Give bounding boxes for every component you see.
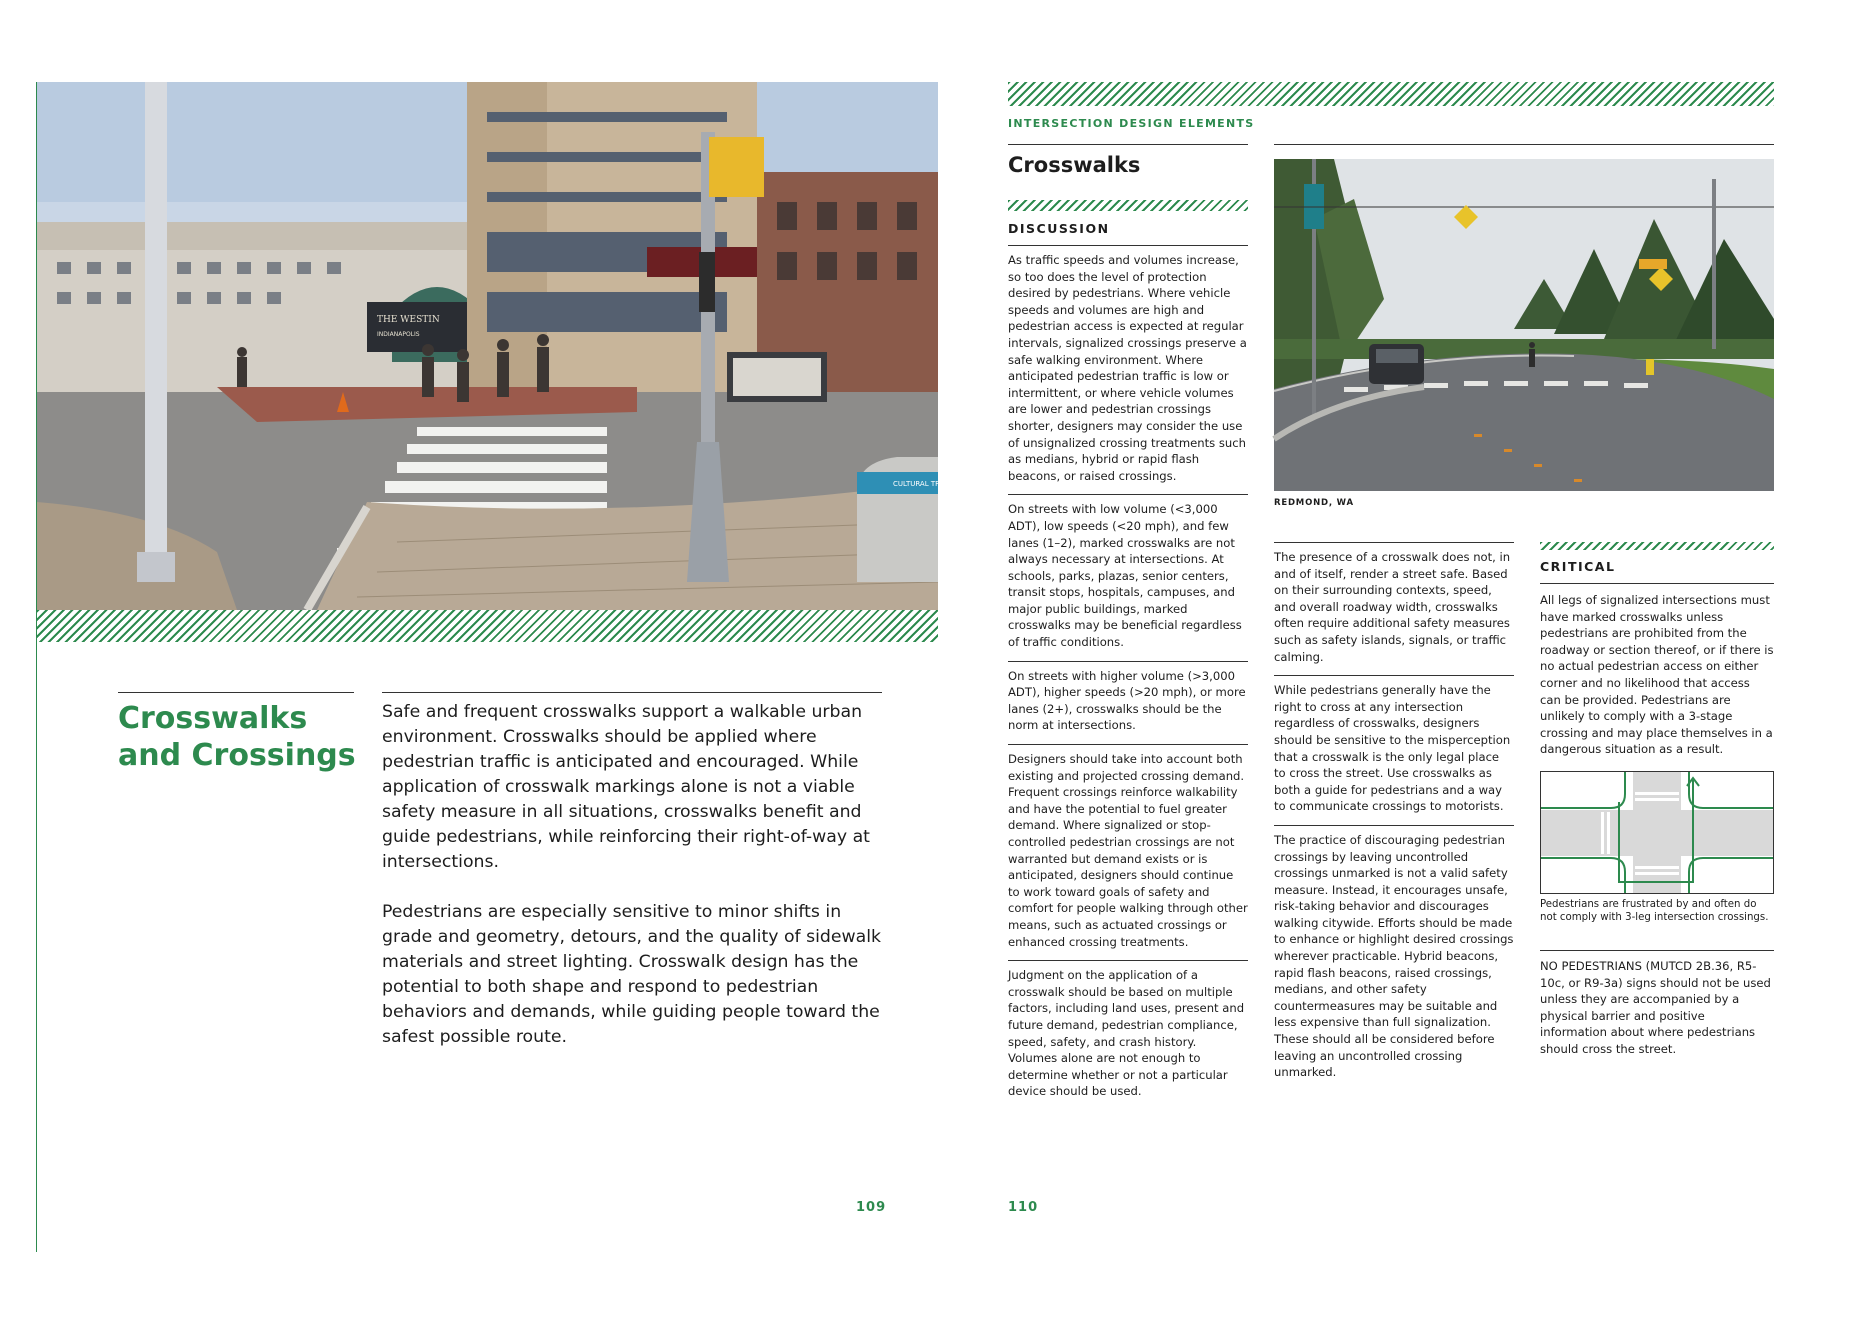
page-number-left: 109	[856, 1200, 887, 1215]
critical-hatch	[1540, 542, 1774, 550]
decorative-hatch-small	[1008, 200, 1248, 211]
page-title: Crosswalks and Crossings	[118, 701, 356, 773]
col1-paragraph-5: Judgment on the application of a crosswalk should be based on multiple factors, including land uses, present and future demand, pedestrian compliance, speed, safety, and crash history. Volumes alone are not enough to determine whether or not a particular device should be used.	[1008, 960, 1248, 1100]
intro-paragraph-2: Pedestrians are especially sensitive to minor shifts in grade and geometry, detours, and the quality of sidewalk materials and street lighting. Crosswalk design has the potential to both shape and respond to pedestrian behaviors and demands, while guiding people toward the safest possible route.	[382, 902, 882, 1047]
critical-text: All legs of signalized intersections must have marked crosswalks unless pedestrians are prohibited from the roadway or section thereof, or if there is no actual pedestrian access on either corner and no likelihood that access can be provided. Pedestrians are unlikely to comply with a 3-stage crossing and may place themselves in a dangerous situation as a result.	[1540, 593, 1774, 757]
crosswalk-photo	[37, 82, 951, 610]
col1-paragraph-2: On streets with low volume (<3,000 ADT), low speeds (<20 mph), and few lanes (1–2), marked crosswalks are not always necessary at intersections. At schools, parks, plazas, senior centers, transit stops, hospitals, campuses, and major public buildings, marked crosswalks may be beneficial regardless of traffic conditions.	[1008, 494, 1248, 650]
col1-paragraph-1: As traffic speeds and volumes increase, so too does the level of protection desired by pedestrians. Where vehicle speeds and volumes are high and pedestrian access is expected at regular intervals, signalized crossings preserve a safe walking environment. Where anticipated pedestrian traffic is low or intermittent, or where vehicle volumes are lower and pedestrian crossings shorter, designers may consider the use of unsignalized crossing treatments such as medians, hybrid or rapid flash beacons, or raised crossings.	[1008, 245, 1248, 484]
hotel-sign-text: THE WESTIN	[377, 315, 440, 325]
decorative-hatch-bar-left	[37, 610, 938, 642]
three-leg-intersection-diagram	[1540, 771, 1774, 894]
col1-paragraph-4: Designers should take into account both existing and projected crossing demand. Frequent crossings reinforce walkability and have the potential to fuel greater demand. Where signalized or stop-controlled pedestrian crossings are not warranted but demand exists or is anticipated, designers should continue to work toward goals of safety and comfort for people walking through other means, such as actuated crossings or enhanced crossing treatments.	[1008, 744, 1248, 950]
note-rule	[1540, 950, 1774, 951]
intro-rule	[382, 692, 882, 693]
title-rule	[118, 692, 354, 693]
decorative-hatch-bar-right	[1008, 82, 1774, 106]
page-number-right: 110	[1008, 1200, 1039, 1215]
discussion-label: DISCUSSION	[1008, 221, 1110, 236]
diagram-caption: Pedestrians are frustrated by and often do not comply with 3-leg intersection crossings.	[1540, 899, 1769, 923]
section-heading: Crosswalks	[1008, 153, 1141, 177]
trash-can-label: CULTURAL TRAIL	[893, 480, 951, 488]
col2-paragraph-1: The presence of a crosswalk does not, in and of itself, render a street safe. Based on their surrounding contexts, speed, and overall roadway width, crosswalks often require additional safety measures such as safety islands, signals, or traffic calming.	[1274, 542, 1514, 665]
heading-rule-top	[1008, 144, 1248, 145]
critical-rule	[1540, 583, 1774, 584]
critical-note: NO PEDESTRIANS (MUTCD 2B.36, R5-10c, or R9-3a) signs should not be used unless they are accompanied by a physical barrier and positive information about where pedestrians should cross the street.	[1540, 959, 1771, 1056]
col2-paragraph-2: While pedestrians generally have the right to cross at any intersection regardless of crosswalks, designers should be sensitive to the misperception that a crosswalk is the only legal place to cross the street. Use crosswalks as both a guide for pedestrians and a way to communicate crossings to motorists.	[1274, 675, 1514, 815]
hotel-sign-subtext: INDIANAPOLIS	[377, 331, 420, 338]
intro-text	[382, 700, 882, 1075]
photo-caption: REDMOND, WA	[1274, 498, 1354, 508]
section-label: INTERSECTION DESIGN ELEMENTS	[1008, 117, 1255, 130]
critical-label: CRITICAL	[1540, 559, 1616, 574]
discussion-column-2	[1274, 542, 1514, 1081]
col1-paragraph-3: On streets with higher volume (>3,000 ADT), higher speeds (>20 mph), or more lanes (2+), crosswalks should be the norm at intersections.	[1008, 661, 1248, 734]
photo-rule	[1274, 144, 1774, 145]
col2-paragraph-3: The practice of discouraging pedestrian crossings by leaving uncontrolled crossings unmarked is not a valid safety measure. Instead, it encourages unsafe, risk-taking behavior and discourages walking citywide. Efforts should be made to enhance or highlight desired crossings wherever practicable. Hybrid beacons, rapid flash beacons, raised crossings, medians, and other safety countermeasures may be suitable and less expensive than full signalization. These should all be considered before leaving an uncontrolled crossing unmarked.	[1274, 825, 1514, 1081]
redmond-crosswalk-photo	[1274, 159, 1774, 491]
intro-paragraph-1: Safe and frequent crosswalks support a walkable urban environment. Crosswalks should be applied where pedestrian traffic is anticipated and encouraged. While application of crosswalk markings alone is not a viable safety measure in all situations, crosswalks benefit and guide pedestrians, while reinforcing their right-of-way at intersections.	[382, 702, 870, 872]
discussion-column-1	[1008, 245, 1248, 1100]
